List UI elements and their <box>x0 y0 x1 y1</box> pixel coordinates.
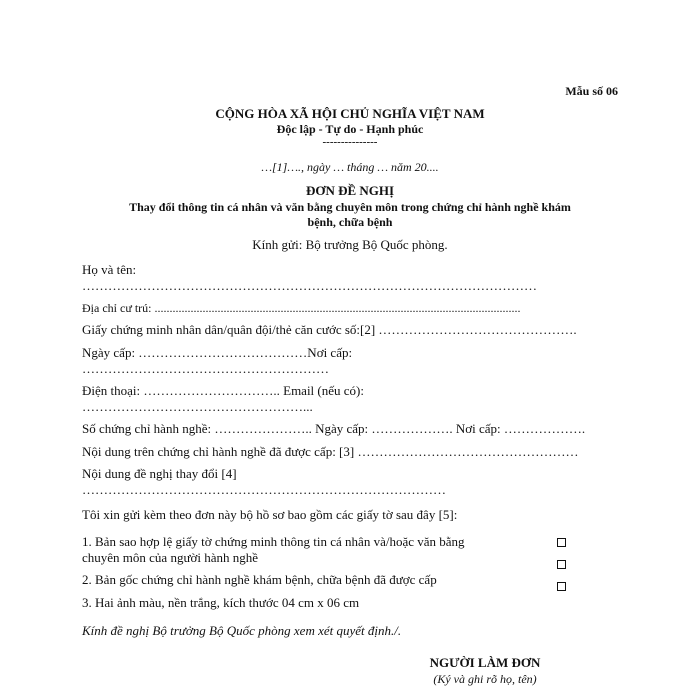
email-dots[interactable]: ……………………………………………... <box>82 399 313 414</box>
issue-date-place-field[interactable]: Ngày cấp: …………………………………Nơi cấp: <box>82 345 353 360</box>
attachment-item-2: 2. Bản gốc chứng chỉ hành nghề khám bệnh, chữa bệnh đã được cấp <box>82 572 437 587</box>
attachments-intro: Tôi xin gửi kèm theo đơn này bộ hồ sơ bao gồm các giấy tờ sau đây [5]: <box>82 507 458 522</box>
closing-request: Kính đề nghị Bộ trưởng Bộ Quốc phòng xem xét quyết định./. <box>82 623 402 638</box>
phone-email-field[interactable]: Điện thoại: ………………………….. Email (nếu có): <box>82 383 364 398</box>
change-request-dots[interactable]: ………………………………………………………………………… <box>82 482 446 497</box>
certificate-field[interactable]: Số chứng chỉ hành nghề: ………………….. Ngày cấp: ………………. Nơi cấp: ………………. <box>82 421 586 436</box>
full-name-label: Họ và tên: <box>82 262 137 277</box>
motto: Độc lập - Tự do - Hạnh phúc <box>276 122 424 136</box>
header-divider: --------------- <box>322 136 378 148</box>
form-subtitle-line1: Thay đổi thông tin cá nhân và văn bằng chuyên môn trong chứng chỉ hành nghề khám <box>129 200 571 214</box>
full-name-field[interactable]: …………………………………………………………………………………………… <box>82 278 537 293</box>
attachment-item-1-cont: chuyên môn của người hành nghề <box>82 550 259 565</box>
country-title: CỘNG HÒA XÃ HỘI CHỦ NGHĨA VIỆT NAM <box>215 106 485 121</box>
id-card-field[interactable]: Giấy chứng minh nhân dân/quân đội/thẻ căn cước số:[2] ………………………………………. <box>82 322 577 337</box>
address-field[interactable]: Địa chỉ cư trú: .......................................................................................................................... <box>82 301 521 315</box>
form-number: Mẫu số 06 <box>565 84 618 98</box>
issue-place-dots[interactable]: ………………………………………………… <box>82 361 329 376</box>
signature-title: NGƯỜI LÀM ĐƠN <box>429 655 541 670</box>
attachment-1b-checkbox[interactable] <box>557 560 566 569</box>
attachment-1-checkbox[interactable] <box>557 538 566 547</box>
attachment-item-3: 3. Hai ảnh màu, nền trắng, kích thước 04 cm x 06 cm <box>82 595 360 610</box>
place-date: …[1]…., ngày … tháng … năm 20.... <box>261 160 439 174</box>
form-title: ĐƠN ĐỀ NGHỊ <box>305 183 395 198</box>
attachment-2-checkbox[interactable] <box>557 582 566 591</box>
signature-note: (Ký và ghi rõ họ, tên) <box>433 672 537 686</box>
form-subtitle-line2: bệnh, chữa bệnh <box>307 215 393 229</box>
attachment-item-1: 1. Bản sao hợp lệ giấy tờ chứng minh thông tin cá nhân và/hoặc văn bằng <box>82 534 465 549</box>
recipient: Kính gửi: Bộ trưởng Bộ Quốc phòng. <box>252 237 448 252</box>
issued-content-field[interactable]: Nội dung trên chứng chỉ hành nghề đã được cấp: [3] …………………………………………… <box>82 444 579 459</box>
change-request-label: Nội dung đề nghị thay đổi [4] <box>82 466 237 481</box>
